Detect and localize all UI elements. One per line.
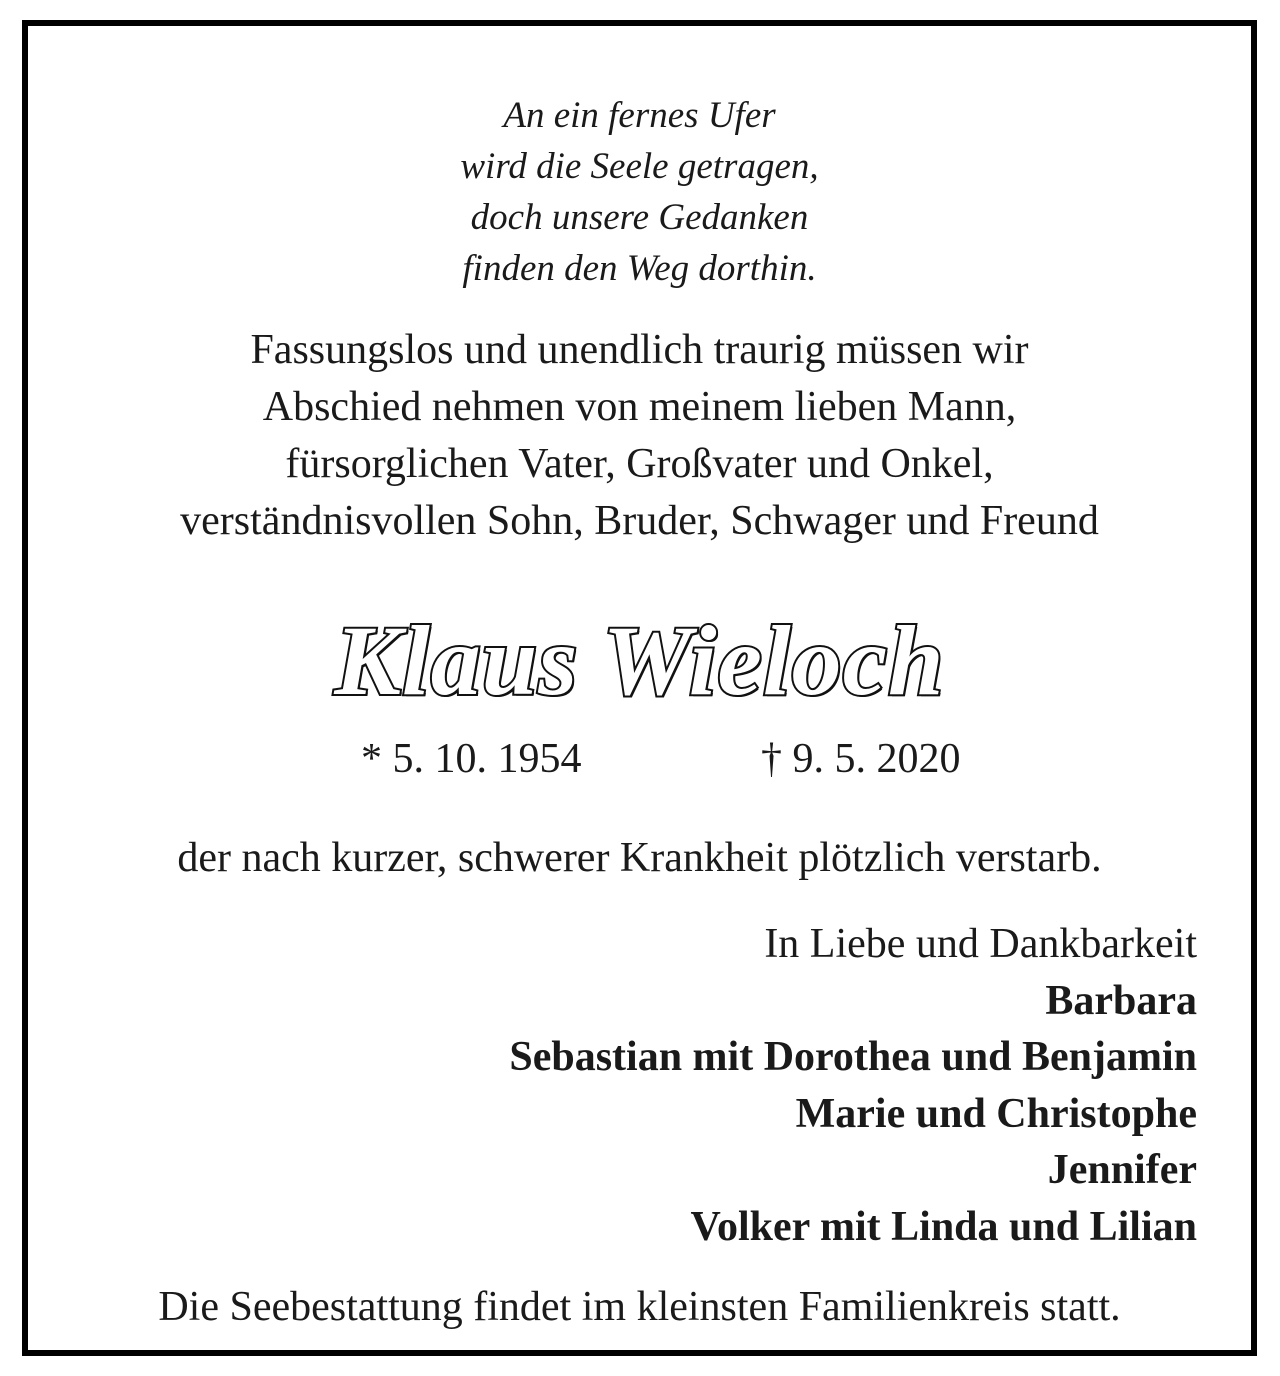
deceased-name-text: Klaus Wieloch [334, 605, 945, 716]
death-date: † 9. 5. 2020 [761, 736, 961, 782]
mourner-name: Marie und Christophe [795, 1090, 1197, 1137]
birth-date: * 5. 10. 1954 [361, 736, 582, 782]
mourners-lead: In Liebe und Dankbarkeit [764, 921, 1197, 967]
deceased-name [28, 601, 1251, 721]
mourner-name: Barbara [1045, 977, 1197, 1024]
mourners-list [509, 916, 1197, 1255]
poem-line: An ein fernes Ufer [503, 95, 776, 136]
intro-line: Fassungslos und unendlich traurig müssen wir [250, 327, 1029, 373]
death-statement: der nach kurzer, schwerer Krankheit plötzlich verstarb. [177, 835, 1102, 881]
poem-line: wird die Seele getragen, [460, 146, 819, 187]
funeral-note: Die Seebestattung findet im kleinsten Familienkreis statt. [158, 1284, 1121, 1330]
mourner-name: Volker mit Linda und Lilian [690, 1203, 1197, 1250]
intro-line: verständnisvollen Sohn, Bruder, Schwager und Freund [180, 498, 1099, 544]
poem [28, 90, 1251, 294]
intro-line: fürsorglichen Vater, Großvater und Onkel, [285, 441, 994, 487]
poem-line: finden den Weg dorthin. [462, 248, 817, 289]
obituary-notice [22, 20, 1257, 1356]
poem-line: doch unsere Gedanken [470, 197, 809, 238]
intro-text [28, 322, 1251, 550]
intro-line: Abschied nehmen von meinem lieben Mann, [262, 384, 1017, 430]
mourner-name: Sebastian mit Dorothea und Benjamin [509, 1034, 1197, 1080]
mourner-name: Jennifer [1047, 1147, 1197, 1193]
